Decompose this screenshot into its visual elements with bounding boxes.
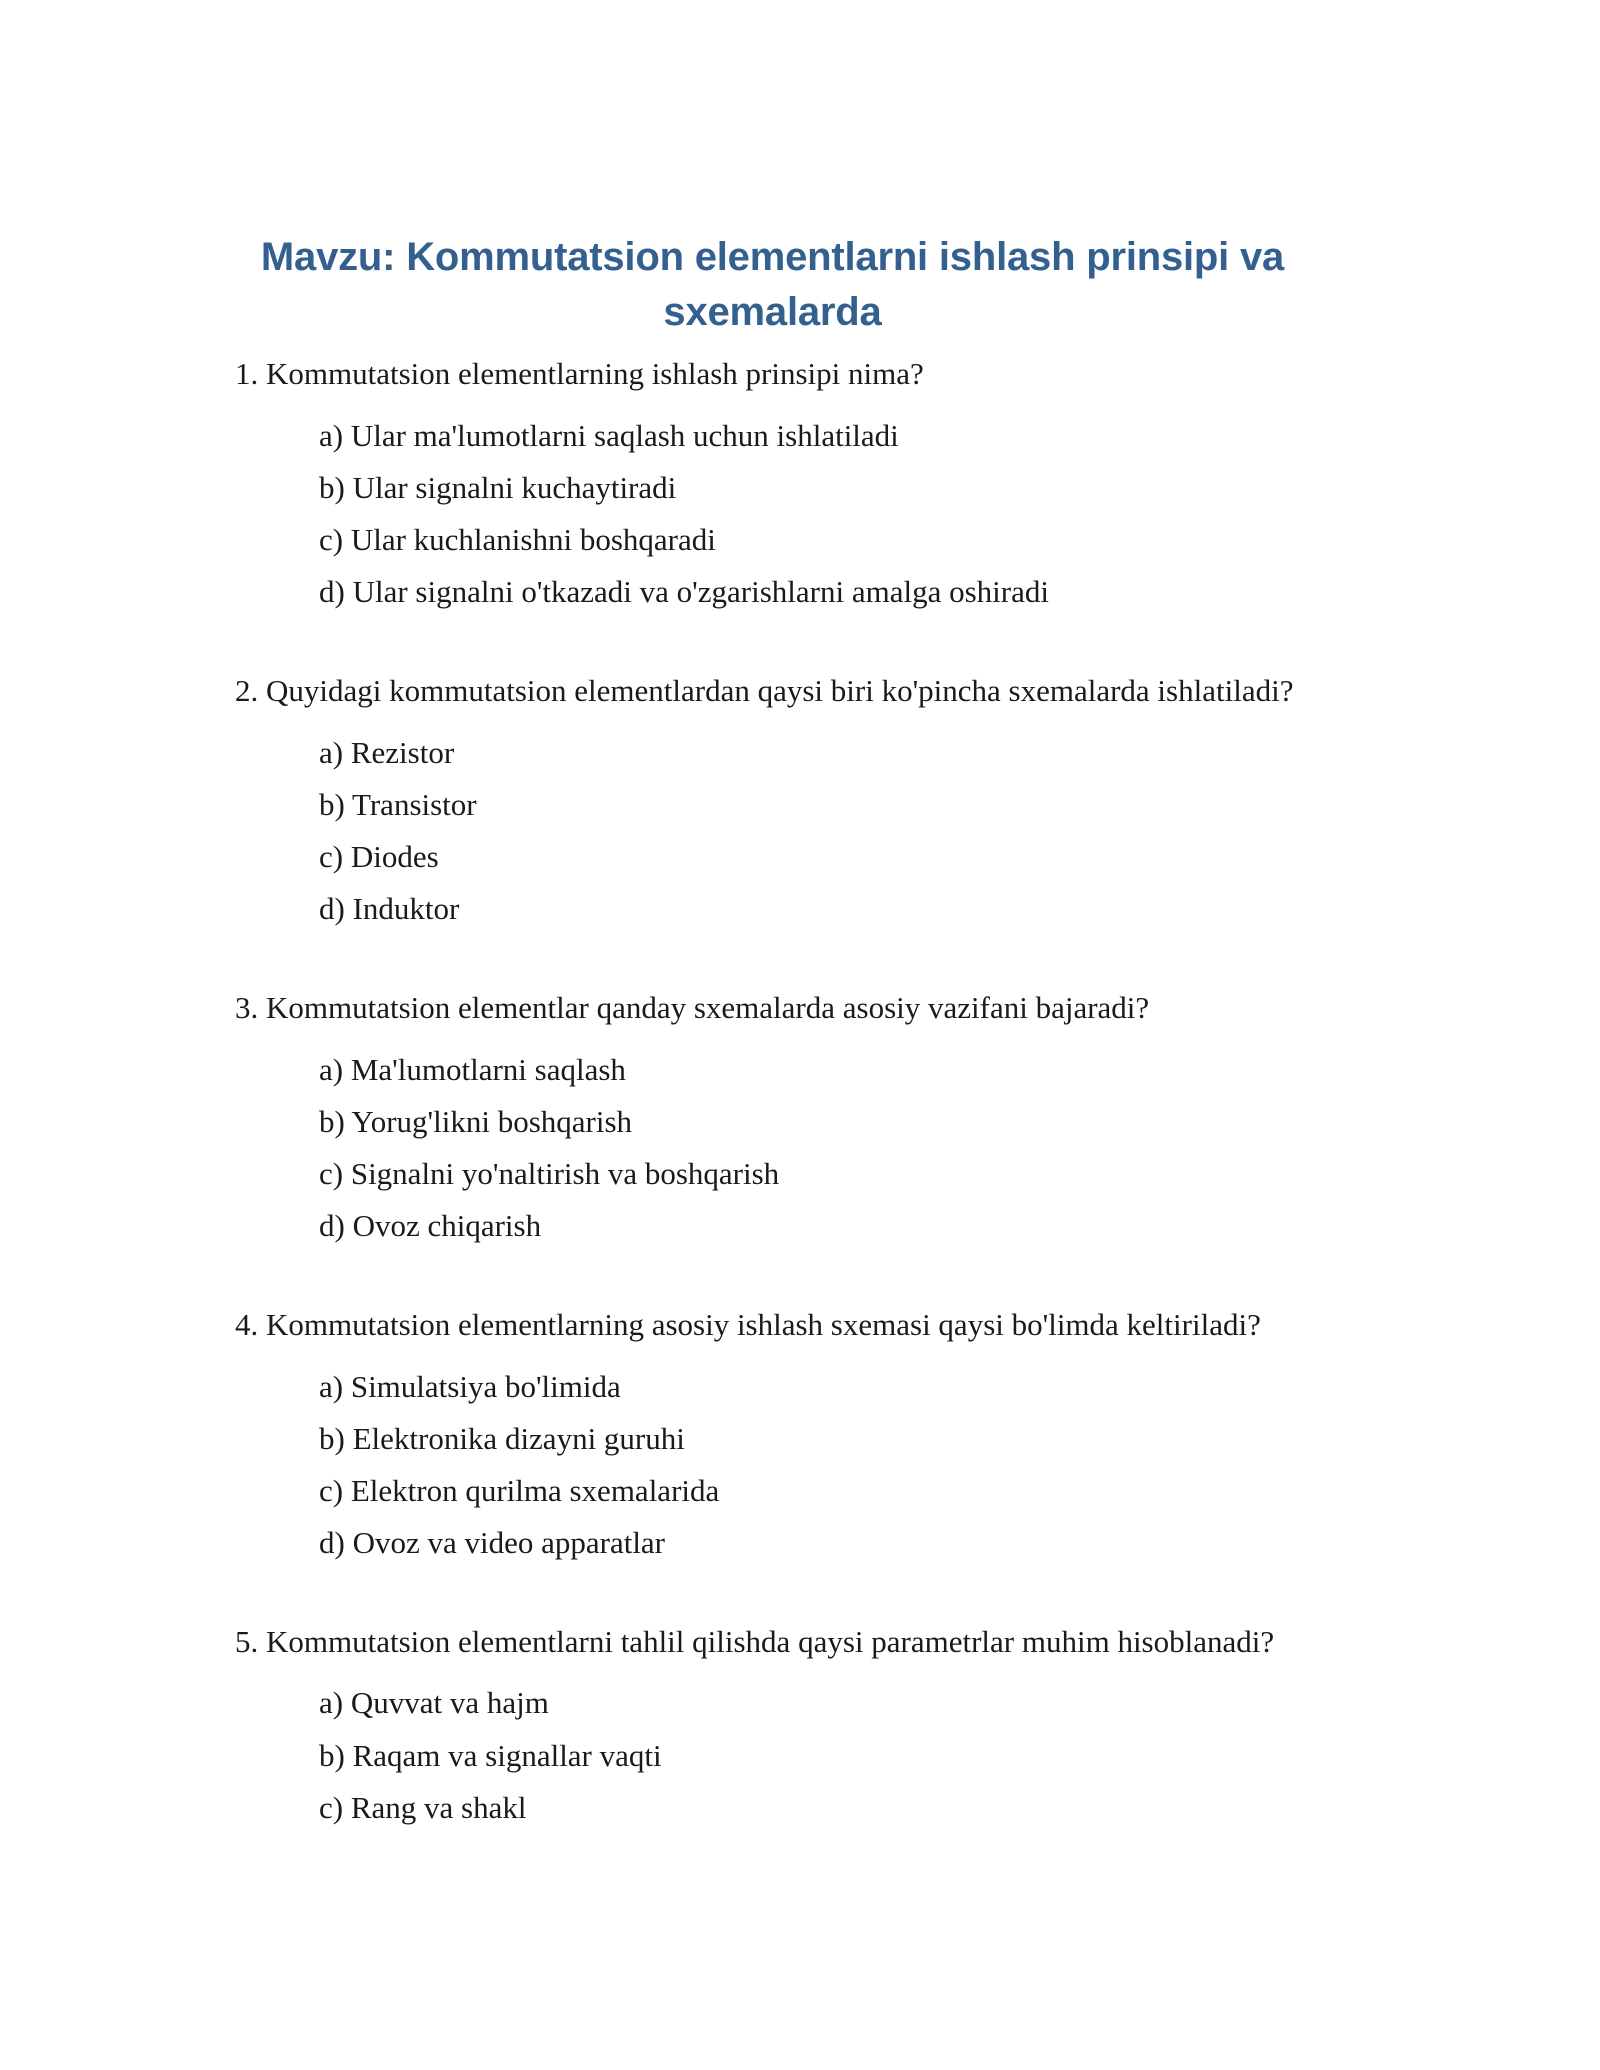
option-item[interactable]: a) Quvvat va hajm — [319, 1685, 549, 1721]
option-item[interactable]: b) Ular signalni kuchaytiradi — [319, 470, 677, 506]
question-text: 4. Kommutatsion elementlarning asosiy ishlash sxemasi qaysi bo'limda keltiriladi? — [235, 1306, 1261, 1342]
option-item[interactable]: d) Ovoz va video apparatlar — [319, 1524, 666, 1560]
question-text: 5. Kommutatsion elementlarni tahlil qilishda qaysi parametrlar muhim hisoblanadi? — [235, 1623, 1275, 1659]
option-item[interactable]: d) Ular signalni o'tkazadi va o'zgarishlarni amalga oshiradi — [319, 574, 1049, 610]
option-item[interactable]: d) Induktor — [319, 891, 460, 927]
option-item[interactable]: c) Signalni yo'naltirish va boshqarish — [319, 1155, 780, 1191]
option-list — [235, 416, 1310, 611]
option-item[interactable]: a) Simulatsiya bo'limida — [319, 1368, 621, 1404]
option-item[interactable]: d) Ovoz chiqarish — [319, 1207, 542, 1243]
page-title-line-1: Mavzu: Kommutatsion elementlarni ishlash prinsipi va — [260, 235, 1285, 279]
option-item[interactable]: b) Elektronika dizayni guruhi — [319, 1420, 685, 1456]
option-item[interactable]: b) Transistor — [319, 786, 477, 822]
option-item[interactable]: c) Elektron qurilma sxemalarida — [319, 1472, 720, 1508]
option-list — [235, 733, 1310, 928]
page-title — [235, 230, 1310, 340]
option-list — [235, 1050, 1310, 1245]
option-item[interactable]: b) Raqam va signallar vaqti — [319, 1737, 662, 1773]
question-block-4 — [235, 1305, 1310, 1562]
option-list — [235, 1683, 1310, 1826]
question-block-5 — [235, 1622, 1310, 1827]
question-text: 2. Quyidagi kommutatsion elementlardan qaysi biri ko'pincha sxemalarda ishlatiladi? — [235, 673, 1294, 709]
option-item[interactable]: c) Rang va shakl — [319, 1789, 527, 1825]
question-block-3 — [235, 988, 1310, 1245]
page-title-line-2: sxemalarda — [663, 290, 882, 335]
option-item[interactable]: a) Rezistor — [319, 734, 455, 770]
option-item[interactable]: b) Yorug'likni boshqarish — [319, 1103, 633, 1139]
option-item[interactable]: a) Ma'lumotlarni saqlash — [319, 1051, 626, 1087]
option-item[interactable]: c) Ular kuchlanishni boshqaradi — [319, 522, 716, 558]
question-block-2 — [235, 671, 1310, 928]
question-text: 1. Kommutatsion elementlarning ishlash prinsipi nima? — [235, 356, 924, 392]
question-block-1 — [235, 354, 1310, 611]
question-text: 3. Kommutatsion elementlar qanday sxemalarda asosiy vazifani bajaradi? — [235, 990, 1150, 1026]
option-item[interactable]: a) Ular ma'lumotlarni saqlash uchun ishlatiladi — [319, 418, 899, 454]
option-list — [235, 1367, 1310, 1562]
option-item[interactable]: c) Diodes — [319, 839, 439, 874]
